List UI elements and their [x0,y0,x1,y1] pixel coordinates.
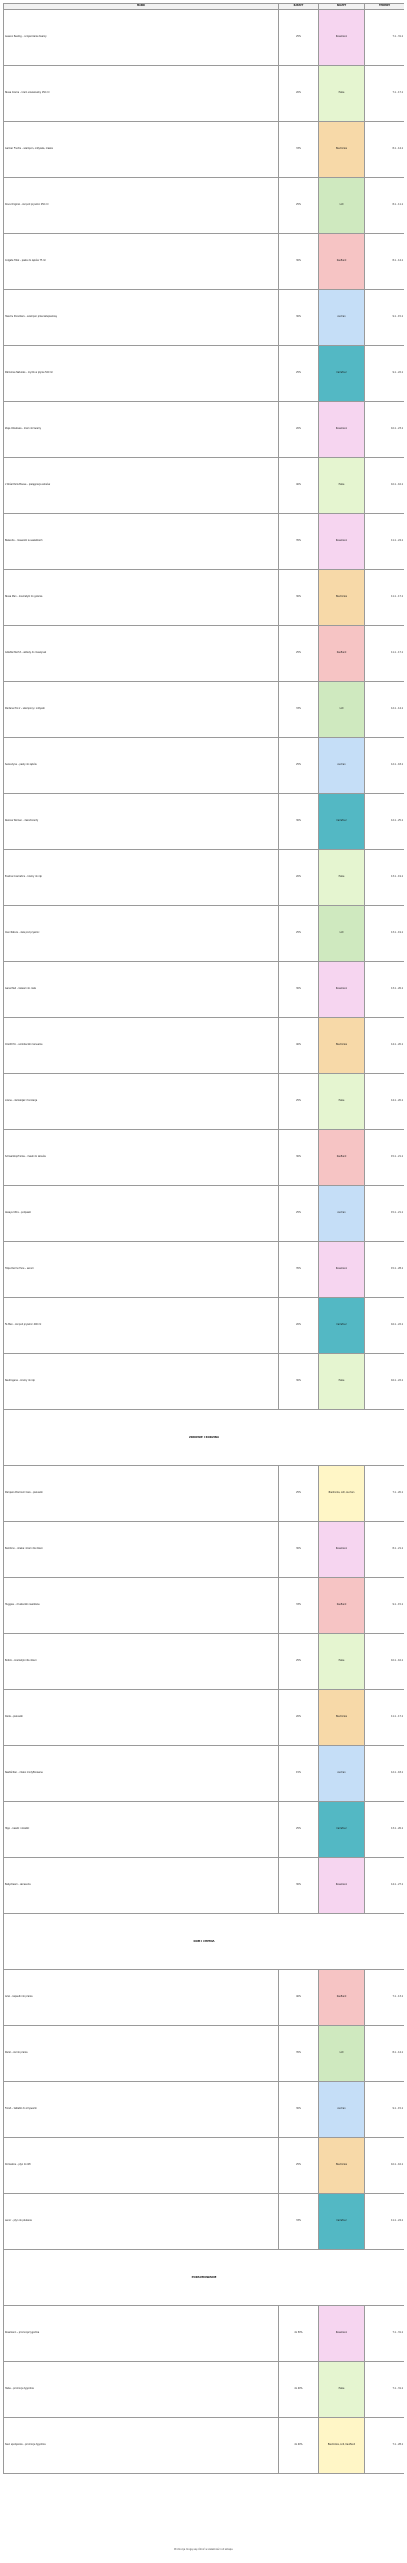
table-row [4,1130,405,1186]
table-row [4,1522,405,1578]
cell-sklep: Kaufland [319,626,365,682]
cell-sklep: Lidl [319,2026,365,2082]
table-row [4,962,405,1018]
table-row [4,1466,405,1522]
cell-termin: 8.1 - 14.1 [365,234,405,290]
cell-sklep: Biedronka [319,1018,365,1074]
cell-termin: 12.1 - 18.1 [365,738,405,794]
cell-marka: Aveeno Peeling – oczyszczanie twarzy [4,10,279,66]
table-row [4,2306,405,2362]
cell-marka: Ziaja Oliwkowa – krem do twarzy [4,402,279,458]
table-row [4,290,405,346]
cell-termin: 8.1 - 21.1 [365,1522,405,1578]
cell-termin: 10.1 - 16.1 [365,1634,405,1690]
cell-termin: 13.1 - 26.1 [365,1802,405,1858]
section-title: DOM I CHEMIA [4,1914,405,1970]
cell-termin: 12.1 - 18.1 [365,1746,405,1802]
table-row [4,122,405,178]
cell-rabat: 30% [279,290,319,346]
cell-rabat: do 40% [279,2362,319,2418]
cell-sklep: Hebe [319,458,365,514]
table-row [4,1242,405,1298]
section-header-row [4,1914,405,1970]
cell-rabat: 25% [279,346,319,402]
cell-termin: 12.1 - 25.1 [365,794,405,850]
header-terminy: TERMINY [365,4,405,10]
table-row [4,2082,405,2138]
cell-rabat: 35% [279,1242,319,1298]
cell-sklep: Kaufland [319,1130,365,1186]
table-row [4,178,405,234]
cell-marka: Bobini – kosmetyki dla dzieci [4,1634,279,1690]
cell-sklep: Carrefour [319,346,365,402]
footer-note: Promocje mogą się różnić w zależności od sklepu [174,2548,233,2551]
cell-sklep: Biedronka [319,2138,365,2194]
cell-marka: Oral-B Pro – szczoteczki manualne [4,1018,279,1074]
cell-rabat: 25% [279,10,319,66]
cell-sklep: Hebe [319,1074,365,1130]
cell-termin: 13.1 - 19.1 [365,906,405,962]
cell-rabat: 30% [279,570,319,626]
table-row [4,626,405,682]
cell-sklep: Carrefour [319,1298,365,1354]
cell-sklep: Hebe [319,1634,365,1690]
table-row [4,66,405,122]
cell-sklep: Rossmann [319,10,365,66]
cell-sklep: Rossmann [319,1242,365,1298]
cell-marka: Garnier Fructis – szampon, odżywka, maska [4,122,279,178]
cell-marka: Rexona Women – dezodoranty [4,794,279,850]
table-row [4,2026,405,2082]
cell-rabat: 20% [279,66,319,122]
cell-rabat: do 40% [279,2418,319,2474]
table-row [4,1578,405,1634]
cell-sklep: Kaufland [319,1970,365,2026]
cell-termin: 15.1 - 28.1 [365,1242,405,1298]
cell-marka: Cien Nature – żele pod prysznic [4,906,279,962]
cell-marka: Tołpa Dermo Face – serum [4,1242,279,1298]
cell-rabat: 33% [279,1578,319,1634]
cell-marka: Neutrogena – kremy do rąk [4,1354,279,1410]
cell-termin: 15.1 - 21.1 [365,1186,405,1242]
cell-marka: Nivea Creme – krem uniwersalny 150 ml [4,66,279,122]
cell-sklep: Rossmann [319,962,365,1018]
table-row [4,234,405,290]
table-row [4,794,405,850]
cell-rabat: 25% [279,1074,319,1130]
cell-marka: Gillette Mach3 – wkłady do maszynek [4,626,279,682]
cell-sklep: Carrefour [319,794,365,850]
table-row [4,1354,405,1410]
table-row [4,2138,405,2194]
table-row [4,1018,405,1074]
cell-marka: Dove Original – żel pod prysznic 250 ml [4,178,279,234]
cell-rabat: 40% [279,1018,319,1074]
cell-marka: Fa Men – żel pod prysznic 400 ml [4,1298,279,1354]
cell-sklep: Hebe [319,850,365,906]
cell-sklep: Biedronka [319,122,365,178]
cell-rabat: 25% [279,738,319,794]
cell-marka: Sensodyne – pasty do zębów [4,738,279,794]
cell-sklep: Rossmann [319,514,365,570]
cell-sklep: Rossmann [319,1858,365,1914]
section-title: PODSUMOWANIE [4,2250,405,2306]
cell-termin: 7.1 - 31.1 [365,2306,405,2362]
cell-sklep: Rossmann [319,402,365,458]
section-header-row [4,1410,405,1466]
cell-termin: 15.1 - 21.1 [365,1130,405,1186]
cell-rabat: 20% [279,850,319,906]
table-row [4,514,405,570]
cell-marka: Schwarzkopf Gliss – maski do włosów [4,1130,279,1186]
cell-sklep: Biedronka [319,1690,365,1746]
cell-termin: 9.1 - 22.1 [365,346,405,402]
cell-rabat: 30% [279,1858,319,1914]
cell-marka: Head & Shoulders – szampon przeciwłupieżowy [4,290,279,346]
cell-sklep: Rossmann [319,1522,365,1578]
cell-marka: Nestlé Nan – mleko modyfikowane [4,1746,279,1802]
section-title: ZDROWIE I RODZINA [4,1410,405,1466]
cell-rabat: 20% [279,402,319,458]
cell-termin: 7.1 - 31.1 [365,2362,405,2418]
header-rabaty: RABATY [279,4,319,10]
table-row [4,1690,405,1746]
cell-rabat: 30% [279,962,319,1018]
cell-termin: 10.1 - 16.1 [365,2138,405,2194]
cell-rabat: 30% [279,234,319,290]
cell-marka: Eveline Cosmetics – kremy do rąk [4,850,279,906]
cell-termin: 16.1 - 22.1 [365,1298,405,1354]
cell-marka: Sieci spożywcze – promocje tygodnia [4,2418,279,2474]
cell-termin: 11.1 - 24.1 [365,2194,405,2250]
promo-body [4,10,405,2474]
cell-rabat: 25% [279,906,319,962]
table-row [4,2194,405,2250]
table-row [4,1970,405,2026]
cell-sklep: Carrefour [319,2194,365,2250]
cell-marka: Pantene Pro-V – szampony i odżywki [4,682,279,738]
table-row [4,850,405,906]
cell-sklep: Biedronka [319,570,365,626]
cell-rabat: 15% [279,1746,319,1802]
table-row [4,738,405,794]
cell-sklep: Rossmann [319,2306,365,2362]
cell-termin: 10.1 - 23.1 [365,402,405,458]
cell-rabat: 35% [279,2026,319,2082]
cell-rabat: 30% [279,2082,319,2138]
cell-sklep: Lidl [319,178,365,234]
cell-marka: Always Ultra – podpaski [4,1186,279,1242]
cell-rabat: 33% [279,682,319,738]
cell-marka: Rossmann – promocje tygodnia [4,2306,279,2362]
cell-marka: Palmolive Naturals – mydło w płynie 500 ml [4,346,279,402]
cell-marka: Dada – pieluszki [4,1690,279,1746]
table-row [4,2418,405,2474]
promo-table [3,3,404,2474]
cell-sklep: Biedronka, Lidl, Kaufland [319,2418,365,2474]
cell-marka: Lirene – demakijaż i tonizacja [4,1074,279,1130]
cell-rabat: 30% [279,1522,319,1578]
cell-marka: Persil – żel do prania [4,2026,279,2082]
cell-marka: L'Oréal Paris Elseve – pielęgnacja włosów [4,458,279,514]
cell-termin: 11.1 - 24.1 [365,514,405,570]
cell-termin: 7.1 - 17.1 [365,66,405,122]
cell-sklep: Auchan [319,1186,365,1242]
table-row [4,1858,405,1914]
cell-sklep: Hebe [319,1354,365,1410]
table-row [4,2362,405,2418]
cell-marka: Isana Med – balsam do ciała [4,962,279,1018]
cell-sklep: Lidl [319,682,365,738]
cell-termin: 12.1 - 14.1 [365,682,405,738]
cell-termin: 8.1 - 14.1 [365,2026,405,2082]
cell-termin: 7.1 - 28.1 [365,2418,405,2474]
cell-rabat: do 50% [279,2306,319,2362]
cell-rabat: 25% [279,1186,319,1242]
table-row [4,570,405,626]
cell-rabat: 25% [279,2138,319,2194]
cell-sklep: Kaufland [319,1578,365,1634]
cell-sklep: Kaufland [319,234,365,290]
table-row [4,906,405,962]
cell-marka: Finish – tabletki do zmywarki [4,2082,279,2138]
table-row [4,682,405,738]
cell-marka: Hipp – kaszki i obiadki [4,1802,279,1858]
cell-marka: Hebe – promocje tygodnia [4,2362,279,2418]
cell-termin: 7.1 - 31.1 [365,10,405,66]
cell-marka: Lenor – płyn do płukania [4,2194,279,2250]
cell-marka: Bambino – oliwka i krem dla dzieci [4,1522,279,1578]
cell-termin: 13.1 - 26.1 [365,962,405,1018]
table-row [4,10,405,66]
table-row [4,1746,405,1802]
cell-termin: 14.1 - 20.1 [365,1018,405,1074]
table-row [4,402,405,458]
table-row [4,1074,405,1130]
header-sklepy: SKLEPY [319,4,365,10]
cell-termin: 8.1 - 11.1 [365,178,405,234]
cell-rabat: 33% [279,2194,319,2250]
cell-marka: Babydream – akcesoria [4,1858,279,1914]
cell-rabat: 40% [279,1970,319,2026]
cell-termin: 7.1 - 20.1 [365,1466,405,1522]
cell-sklep: Biedronka, Lidl, Auchan [319,1466,365,1522]
cell-marka: Colgate Total – pasta do zębów 75 ml [4,234,279,290]
cell-sklep: Hebe [319,2362,365,2418]
cell-sklep: Auchan [319,738,365,794]
table-row [4,1186,405,1242]
cell-rabat: 25% [279,1466,319,1522]
cell-termin: 14.1 - 20.1 [365,1074,405,1130]
table-row [4,1298,405,1354]
cell-termin: 8.1 - 14.1 [365,122,405,178]
cell-rabat: 25% [279,1802,319,1858]
cell-termin: 9.1 - 15.1 [365,290,405,346]
table-row [4,458,405,514]
cell-termin: 11.1 - 17.1 [365,570,405,626]
cell-sklep: Hebe [319,66,365,122]
cell-rabat: 25% [279,626,319,682]
cell-marka: Huggies – chusteczki nawilżane [4,1578,279,1634]
cell-rabat: 25% [279,178,319,234]
cell-termin: 7.1 - 13.1 [365,1970,405,2026]
cell-rabat: 40% [279,458,319,514]
cell-sklep: Auchan [319,290,365,346]
cell-rabat: 20% [279,1298,319,1354]
cell-termin: 13.1 - 19.1 [365,850,405,906]
header-marki: MARKI [4,4,279,10]
cell-rabat: 33% [279,122,319,178]
cell-rabat: 30% [279,1130,319,1186]
cell-termin: 11.1 - 17.1 [365,626,405,682]
promo-sheet [3,3,404,2551]
cell-termin: 11.1 - 17.1 [365,1690,405,1746]
cell-termin: 16.1 - 22.1 [365,1354,405,1410]
table-row [4,346,405,402]
cell-termin: 10.1 - 16.1 [365,458,405,514]
table-row [4,1634,405,1690]
cell-sklep: Lidl [319,906,365,962]
cell-marka: Pampers Premium Care – pieluszki [4,1466,279,1522]
cell-rabat: 25% [279,1634,319,1690]
cell-termin: 9.1 - 15.1 [365,1578,405,1634]
cell-termin: 14.1 - 27.1 [365,1858,405,1914]
cell-marka: Ariel – kapsułki do prania [4,1970,279,2026]
section-header-row [4,2250,405,2306]
cell-marka: Domestos – płyn do WC [4,2138,279,2194]
cell-rabat: 20% [279,1690,319,1746]
cell-rabat: 35% [279,514,319,570]
cell-termin: 9.1 - 15.1 [365,2082,405,2138]
cell-marka: Bielenda – maseczki w saszetkach [4,514,279,570]
cell-sklep: Auchan [319,1746,365,1802]
cell-marka: Nivea Men – kosmetyki do golenia [4,570,279,626]
cell-sklep: Carrefour [319,1802,365,1858]
table-row [4,1802,405,1858]
cell-sklep: Auchan [319,2082,365,2138]
cell-rabat: 30% [279,1354,319,1410]
cell-rabat: 30% [279,794,319,850]
